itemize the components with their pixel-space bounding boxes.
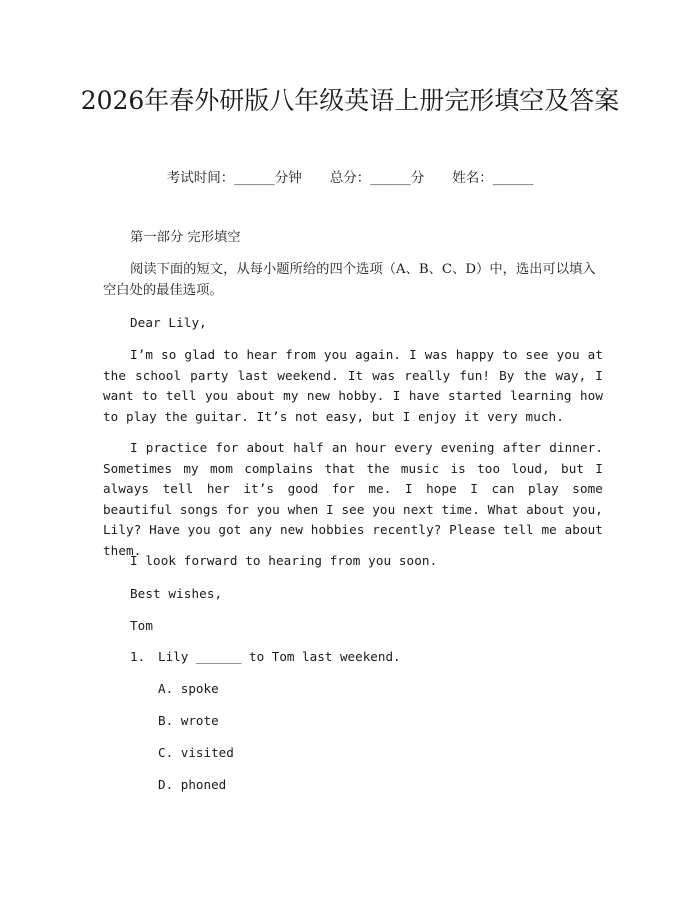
- letter-paragraph-2: I practice for about half an hour every evening after dinner. Sometimes my mom complains that the music is too loud, but I always tell her it’s good for me. I hope I can play some beautiful songs for you when I see you next time. What about you, Lily? Have you got any new hobbies recently? Please tell me about them.: [103, 440, 603, 558]
- letter-signature: Tom: [130, 618, 154, 633]
- letter-paragraph-1: I’m so glad to hear from you again. I was happy to see you at the school party last weekend. It was really fun! By the way, I want to tell you about my new hobby. I have started learning how to play the guitar. It’s not easy, but I enjoy it very much.: [103, 347, 603, 424]
- total-score-field: 总分：______分: [329, 170, 425, 186]
- instructions: 阅读下面的短文，从每小题所给的四个选项（A、B、C、D）中，选出可以填入空白处的最佳选项。: [103, 262, 596, 298]
- section-heading: 第一部分 完形填空: [130, 230, 241, 245]
- option-d: D. phoned: [158, 777, 227, 792]
- question-number: 1.: [130, 649, 146, 664]
- option-b: B. wrote: [158, 713, 219, 728]
- option-a: A. spoke: [158, 681, 219, 696]
- letter-closing: Best wishes,: [130, 586, 223, 601]
- question-stem: Lily ______ to Tom last weekend.: [158, 649, 401, 664]
- exam-info-line: [0, 168, 700, 188]
- option-c: C. visited: [158, 745, 234, 760]
- question-1: [130, 647, 401, 667]
- letter-paragraph-3: I look forward to hearing from you soon.: [130, 553, 438, 568]
- document-title: 2026年春外研版八年级英语上册完形填空及答案: [80, 86, 620, 115]
- letter-greeting: Dear Lily,: [130, 315, 207, 330]
- student-name-field: 姓名：______: [452, 170, 534, 186]
- exam-time-field: 考试时间：______分钟: [166, 170, 302, 186]
